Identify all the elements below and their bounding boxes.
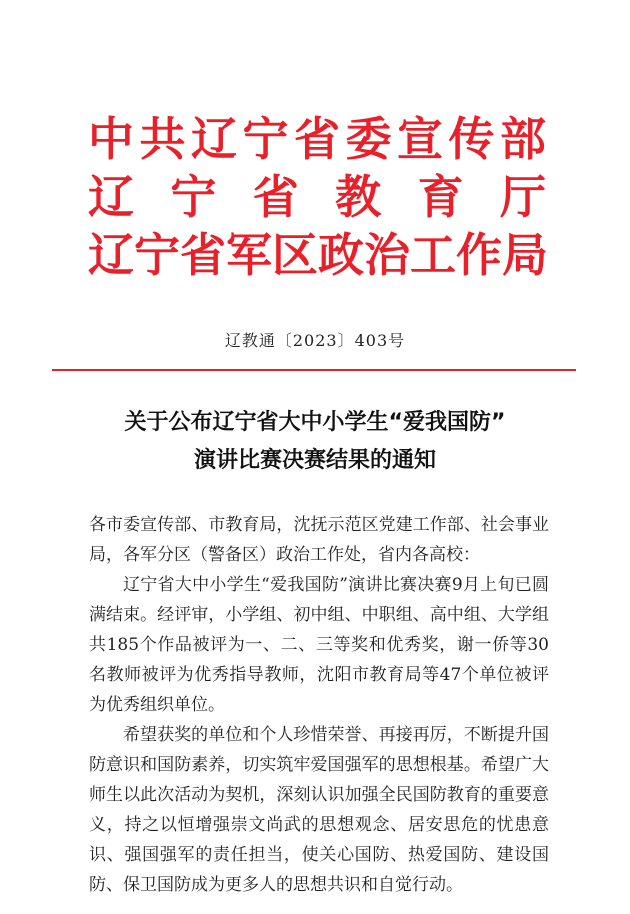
- header-line-2: 辽 宁 省 教 育 厅: [88, 170, 546, 224]
- issuing-authorities-header: [88, 110, 546, 284]
- salutation: 各市委宣传部、市教育局，沈抚示范区党建工作部、社会事业局，各军分区（警备区）政治工作处，省内各高校：: [89, 515, 549, 565]
- paragraph-1: 辽宁省大中小学生“爱我国防”演讲比赛决赛9月上旬已圆满结束。经评审，小学组、初中组、中职组、高中组、大学组共185个作品被评为一、二、三等奖和优秀奖，谢一侨等30名教师被评为优秀指导教师，沈阳市教育局等47个单位被评为优秀组织单位。: [89, 575, 549, 715]
- document-body: [89, 510, 549, 900]
- title-line-2: 演讲比赛决赛结果的通知: [193, 448, 436, 473]
- paragraph-2: 希望获奖的单位和个人珍惜荣誉、再接再厉，不断提升国防意识和国防素养，切实筑牢爱国强军的思想根基。希望广大师生以此次活动为契机，深刻认识加强全民国防教育的重要意义，持之以恒增强崇文尚武的思想观念、居安思危的忧患意识、强国强军的责任担当，使关心国防、热爱国防、建设国防、保卫国防成为更多人的思想共识和自觉行动。: [89, 725, 549, 895]
- red-divider-line: [52, 369, 576, 371]
- document-title: [0, 404, 630, 480]
- title-line-1: 关于公布辽宁省大中小学生“爱我国防”: [124, 410, 506, 435]
- document-number: 辽教通〔2023〕403号: [224, 331, 406, 350]
- header-line-1: 中 共 辽 宁 省 委 宣 传 部: [88, 112, 546, 166]
- header-line-3: 辽 宁 省 军 区 政 治 工 作 局: [88, 228, 548, 282]
